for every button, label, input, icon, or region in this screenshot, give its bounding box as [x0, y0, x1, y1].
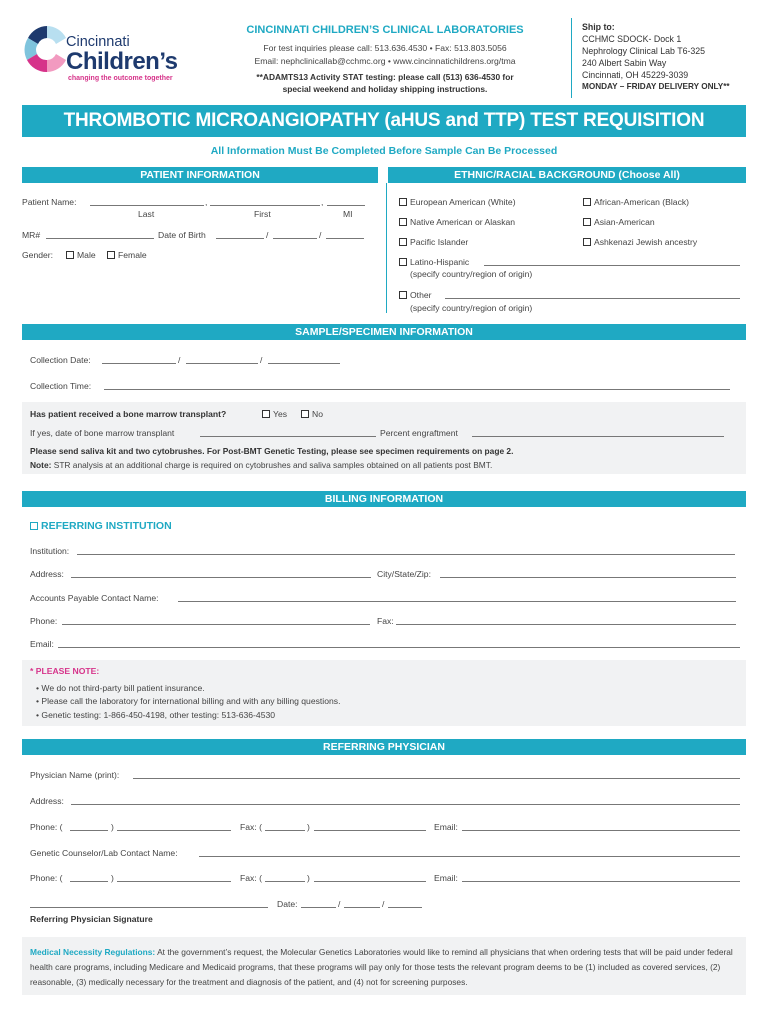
- checkbox-icon[interactable]: [583, 218, 591, 226]
- physician-phone-label: Phone: (: [30, 822, 63, 832]
- physician-email-label: Email:: [434, 822, 458, 832]
- contact-line1: For test inquiries please call: 513.636.4530 • Fax: 513.803.5056: [263, 43, 507, 53]
- collection-time-label: Collection Time:: [30, 381, 92, 391]
- latino-origin-field[interactable]: [484, 265, 740, 266]
- dob-label: Date of Birth: [158, 230, 206, 240]
- checkbox-icon[interactable]: [30, 522, 38, 530]
- billing-note-item: • Please call the laboratory for international billing and with any billing questions.: [36, 696, 341, 706]
- ethnic-asian[interactable]: Asian-American: [583, 217, 655, 227]
- counselor-field[interactable]: [199, 856, 740, 857]
- adamts-line1: **ADAMTS13 Activity STAT testing: please call (513) 636-4530 for: [256, 72, 514, 82]
- physician-fax-area-field[interactable]: [265, 830, 305, 831]
- ethnic-european[interactable]: European American (White): [399, 197, 516, 207]
- sign-month-field[interactable]: [301, 907, 336, 908]
- billing-header: BILLING INFORMATION: [22, 491, 746, 507]
- logo: [22, 18, 202, 84]
- mr-field[interactable]: [46, 238, 154, 239]
- referring-institution-option[interactable]: REFERRING INSTITUTION: [30, 520, 172, 532]
- physician-name-label: Physician Name (print):: [30, 770, 120, 780]
- header-divider: [571, 18, 572, 98]
- physician-address-label: Address:: [30, 796, 64, 806]
- sign-day-field[interactable]: [344, 907, 380, 908]
- physician-name-field[interactable]: [133, 778, 740, 779]
- physician-fax-field[interactable]: [314, 830, 426, 831]
- adamts-line2: special weekend and holiday shipping instructions.: [282, 84, 488, 94]
- physician-address-field[interactable]: [71, 804, 740, 805]
- ethnic-african[interactable]: African-American (Black): [583, 197, 689, 207]
- collection-date-label: Collection Date:: [30, 355, 91, 365]
- bmt-yes[interactable]: Yes: [262, 409, 287, 419]
- institution-label: Institution:: [30, 546, 70, 556]
- billing-fax-label: Fax:: [377, 616, 394, 626]
- bmt-no[interactable]: No: [301, 409, 323, 419]
- city-label: City/State/Zip:: [377, 569, 431, 579]
- bmt-date-field[interactable]: [200, 436, 376, 437]
- collection-time-field[interactable]: [104, 389, 730, 390]
- str-note: Note: STR analysis at an additional charge is required on cytobrushes and saliva samples obtained on all patients post BMT.: [30, 460, 493, 470]
- gender-label: Gender:: [22, 250, 54, 260]
- checkbox-icon[interactable]: [399, 258, 407, 266]
- signature-label: Referring Physician Signature: [30, 914, 153, 924]
- billing-phone-label: Phone:: [30, 616, 58, 626]
- billing-email-field[interactable]: [58, 647, 740, 648]
- billing-note-item: • Genetic testing: 1-866-450-4198, other testing: 513-636-4530: [36, 710, 276, 720]
- logo-word2: Children’s: [66, 48, 178, 75]
- page-subtitle: All Information Must Be Completed Before Sample Can Be Processed: [210, 145, 558, 157]
- ethnic-latino[interactable]: Latino-Hispanic: [399, 257, 469, 267]
- physician-header: REFERRING PHYSICIAN: [22, 739, 746, 755]
- checkbox-icon[interactable]: [583, 238, 591, 246]
- ethnic-other[interactable]: Other: [399, 290, 432, 300]
- billing-phone-field[interactable]: [62, 624, 370, 625]
- dob-year-field[interactable]: [326, 238, 364, 239]
- city-field[interactable]: [440, 577, 736, 578]
- counselor-phone-field[interactable]: [117, 881, 231, 882]
- counselor-label: Genetic Counselor/Lab Contact Name:: [30, 848, 178, 858]
- gender-female[interactable]: Female: [107, 250, 147, 260]
- other-origin-field[interactable]: [445, 298, 740, 299]
- checkbox-icon[interactable]: [399, 291, 407, 299]
- medical-necessity-text: Medical Necessity Regulations: At the government’s request, the Molecular Genetics Laboratories would like to remind all physicians that when ordering tests that will be paid under federal health care programs, including Medicare and Medicaid programs, that these programs will pay only for those tests the relevant program deems to be (1) included as covered services, (2) reasonable, (3) medically necessary for the treatment and diagnosis of the patient, and (4) not for screening purposes.: [30, 947, 733, 987]
- institution-field[interactable]: [77, 554, 735, 555]
- physician-phone-area-field[interactable]: [70, 830, 108, 831]
- mr-label: MR#: [22, 230, 41, 240]
- logo-tagline: changing the outcome together: [68, 75, 173, 82]
- other-note: (specify country/region of origin): [410, 303, 533, 313]
- date-label: Date:: [277, 899, 298, 909]
- ethnic-native[interactable]: Native American or Alaskan: [399, 217, 515, 227]
- last-caption: Last: [138, 209, 155, 219]
- checkbox-icon[interactable]: [262, 410, 270, 418]
- patient-last-field[interactable]: [90, 205, 204, 206]
- sign-year-field[interactable]: [388, 907, 422, 908]
- logo-word1: Cincinnati: [66, 34, 130, 50]
- collection-day-field[interactable]: [186, 363, 258, 364]
- counselor-email-label: Email:: [434, 873, 458, 883]
- counselor-phone-area-field[interactable]: [70, 881, 108, 882]
- ap-contact-field[interactable]: [178, 601, 736, 602]
- bmt-question: Has patient received a bone marrow transplant?: [30, 409, 227, 419]
- billing-address-field[interactable]: [71, 577, 371, 578]
- saliva-note: Please send saliva kit and two cytobrushes. For Post-BMT Genetic Testing, please see specimen requirements on page 2.: [30, 446, 514, 456]
- logo-icon: [22, 22, 72, 78]
- ethnic-ashkenazi[interactable]: Ashkenazi Jewish ancestry: [583, 237, 697, 247]
- ethnic-pacific[interactable]: Pacific Islander: [399, 237, 468, 247]
- physician-email-field[interactable]: [462, 830, 740, 831]
- billing-address-label: Address:: [30, 569, 64, 579]
- engraftment-label: Percent engraftment: [380, 428, 458, 438]
- signature-field[interactable]: [30, 907, 268, 908]
- ship-line: Cincinnati, OH 45229-3039: [582, 70, 689, 80]
- patient-first-field[interactable]: [210, 205, 320, 206]
- collection-month-field[interactable]: [102, 363, 176, 364]
- ship-to: [582, 21, 762, 93]
- checkbox-icon[interactable]: [107, 251, 115, 259]
- physician-fax-label: Fax: (: [240, 822, 262, 832]
- checkbox-icon[interactable]: [399, 218, 407, 226]
- patient-header: PATIENT INFORMATION: [22, 167, 378, 183]
- mi-caption: MI: [343, 209, 353, 219]
- sample-header: SAMPLE/SPECIMEN INFORMATION: [22, 324, 746, 340]
- dob-day-field[interactable]: [273, 238, 317, 239]
- counselor-email-field[interactable]: [462, 881, 740, 882]
- lab-name: CINCINNATI CHILDREN’S CLINICAL LABORATORIES: [246, 24, 524, 36]
- ethnic-header: ETHNIC/RACIAL BACKGROUND (Choose All): [388, 167, 746, 183]
- first-caption: First: [254, 209, 271, 219]
- dob-month-field[interactable]: [216, 238, 264, 239]
- ship-to-label: Ship to:: [582, 22, 615, 32]
- patient-divider: [386, 183, 387, 313]
- contact-line2: Email: nephclinicallab@cchmc.org • www.cincinnatichildrens.org/tma: [254, 56, 516, 66]
- checkbox-icon[interactable]: [301, 410, 309, 418]
- checkbox-icon[interactable]: [66, 251, 74, 259]
- engraftment-field[interactable]: [472, 436, 724, 437]
- collection-year-field[interactable]: [268, 363, 340, 364]
- physician-phone-field[interactable]: [117, 830, 231, 831]
- patient-name-label: Patient Name:: [22, 197, 77, 207]
- counselor-fax-field[interactable]: [314, 881, 426, 882]
- checkbox-icon[interactable]: [583, 198, 591, 206]
- patient-mi-field[interactable]: [327, 205, 365, 206]
- ship-line: 240 Albert Sabin Way: [582, 58, 667, 68]
- ship-line: CCHMC SDOCK- Dock 1: [582, 34, 682, 44]
- please-note: * PLEASE NOTE:: [30, 666, 100, 676]
- counselor-fax-label: Fax: (: [240, 873, 262, 883]
- ship-line: Nephrology Clinical Lab T6-325: [582, 46, 706, 56]
- page-title: THROMBOTIC MICROANGIOPATHY (aHUS and TTP) TEST REQUISITION: [63, 110, 705, 131]
- ap-contact-label: Accounts Payable Contact Name:: [30, 593, 159, 603]
- checkbox-icon[interactable]: [399, 198, 407, 206]
- gender-male[interactable]: Male: [66, 250, 96, 260]
- latino-note: (specify country/region of origin): [410, 269, 533, 279]
- counselor-fax-area-field[interactable]: [265, 881, 305, 882]
- counselor-phone-label: Phone: (: [30, 873, 63, 883]
- billing-note-item: • We do not third-party bill patient insurance.: [36, 683, 205, 693]
- delivery-note: MONDAY – FRIDAY DELIVERY ONLY**: [582, 82, 730, 91]
- bmt-date-label: If yes, date of bone marrow transplant: [30, 428, 175, 438]
- billing-email-label: Email:: [30, 639, 54, 649]
- checkbox-icon[interactable]: [399, 238, 407, 246]
- billing-fax-field[interactable]: [396, 624, 736, 625]
